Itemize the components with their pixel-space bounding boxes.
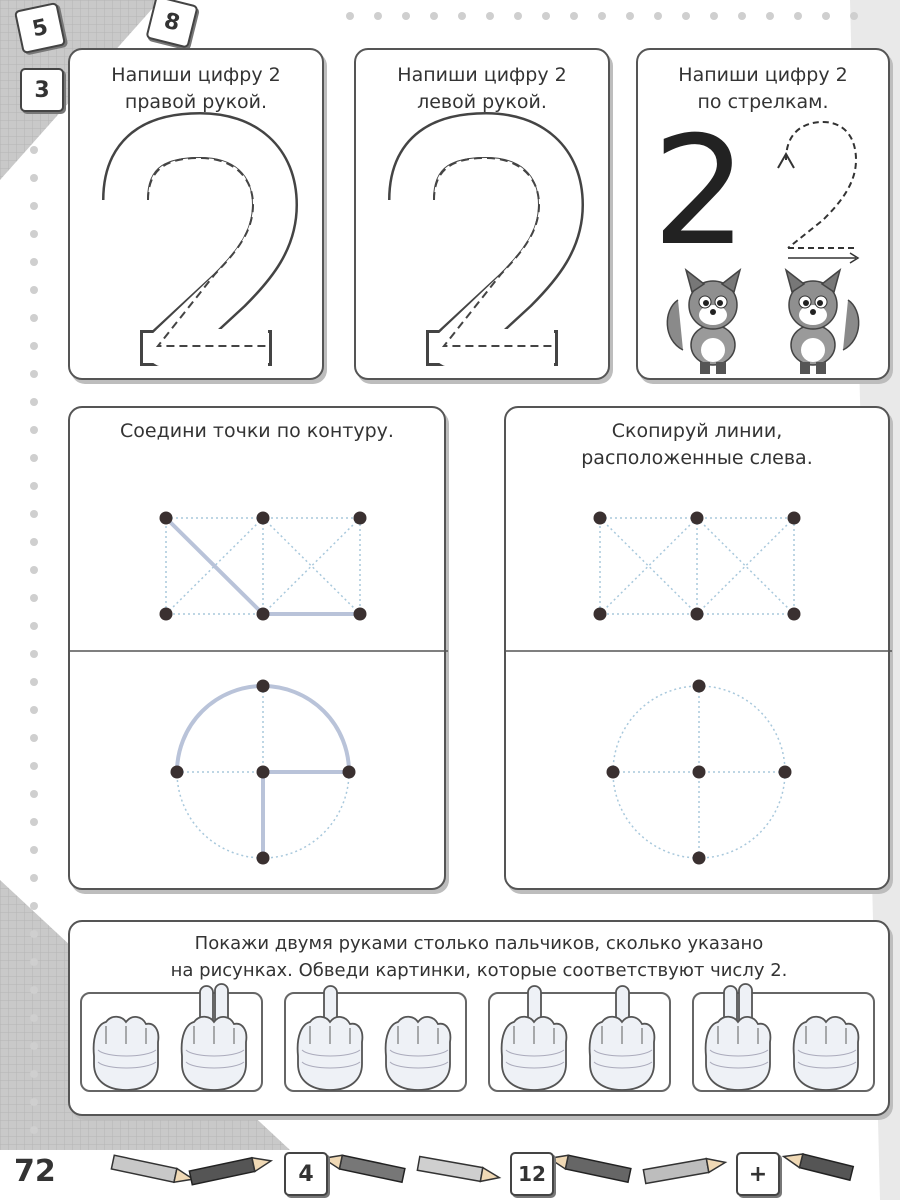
perforation-dot bbox=[346, 12, 354, 20]
perforation-dot bbox=[30, 454, 38, 462]
fox-illustration-right bbox=[786, 270, 859, 374]
perforation-dot bbox=[30, 426, 38, 434]
perforation-dot bbox=[654, 12, 662, 20]
copy-lines-figures[interactable] bbox=[506, 408, 892, 892]
card-write-left-hand bbox=[354, 48, 610, 380]
digit-two-outline-trace[interactable] bbox=[70, 50, 326, 382]
perforation-dot bbox=[30, 342, 38, 350]
card-write-right-hand bbox=[68, 48, 324, 380]
card-title: Соедини точки по контуру. bbox=[120, 420, 394, 442]
perforation-dot bbox=[682, 12, 690, 20]
card-title-line1: Покажи двумя руками столько пальчиков, сколько указано bbox=[194, 933, 764, 954]
perforation-dot bbox=[30, 874, 38, 882]
card-title-line2: правой рукой. bbox=[124, 91, 268, 113]
card-title-line1: Напиши цифру 2 bbox=[678, 64, 848, 86]
perforation-dot bbox=[30, 678, 38, 686]
perforation-dot bbox=[30, 258, 38, 266]
perforation-dot bbox=[30, 538, 38, 546]
perforation-dot bbox=[514, 12, 522, 20]
perforation-dot bbox=[30, 1098, 38, 1106]
perforation-dot bbox=[30, 958, 38, 966]
connect-dots-figures[interactable] bbox=[70, 408, 448, 892]
perforation-dot bbox=[30, 202, 38, 210]
footer-tile-12: 12 bbox=[510, 1152, 554, 1196]
perforation-dot bbox=[30, 1014, 38, 1022]
perforation-dot bbox=[30, 734, 38, 742]
card-title-line2: на рисунках. Обведи картинки, которые соответствуют числу 2. bbox=[170, 960, 788, 981]
perforation-dot bbox=[30, 930, 38, 938]
perforation-dot bbox=[30, 1126, 38, 1134]
perforation-dot bbox=[570, 12, 578, 20]
perforation-dot bbox=[30, 706, 38, 714]
hand-pair-option-1[interactable] bbox=[80, 992, 263, 1092]
card-title-line1: Скопируй линии, bbox=[611, 420, 783, 442]
perforation-dot bbox=[30, 818, 38, 826]
perforation-dot bbox=[542, 12, 550, 20]
perforation-dot bbox=[30, 790, 38, 798]
perforation-dot bbox=[30, 146, 38, 154]
perforation-dot bbox=[30, 1070, 38, 1078]
perforation-dot bbox=[30, 762, 38, 770]
perforation-dot bbox=[30, 482, 38, 490]
corner-tile-5: 5 bbox=[14, 2, 66, 54]
perforation-dot bbox=[30, 230, 38, 238]
perforation-dot bbox=[486, 12, 494, 20]
fox-illustration-left bbox=[667, 270, 740, 374]
perforation-dot bbox=[30, 902, 38, 910]
card-connect-dots bbox=[68, 406, 446, 890]
perforation-dot bbox=[430, 12, 438, 20]
perforation-dot bbox=[402, 12, 410, 20]
perforation-dot bbox=[30, 510, 38, 518]
corner-tile-3: 3 bbox=[20, 68, 64, 112]
card-title bbox=[70, 930, 888, 984]
perforation-dot bbox=[30, 1042, 38, 1050]
perforation-dot bbox=[30, 986, 38, 994]
perforation-dot bbox=[598, 12, 606, 20]
perforation-dot bbox=[822, 12, 830, 20]
perforation-dot bbox=[738, 12, 746, 20]
perforation-dot bbox=[766, 12, 774, 20]
perforation-dot bbox=[626, 12, 634, 20]
perforation-dot bbox=[374, 12, 382, 20]
card-title-line2: расположенные слева. bbox=[581, 447, 813, 469]
perforation-dot bbox=[30, 174, 38, 182]
corner-tile-8: 8 bbox=[145, 0, 198, 49]
footer-tile-plus: + bbox=[736, 1152, 780, 1196]
perforation-dot bbox=[30, 314, 38, 322]
perforation-dot bbox=[30, 370, 38, 378]
card-title-line2: по стрелкам. bbox=[697, 91, 829, 113]
digit-two-outline-trace[interactable] bbox=[356, 50, 612, 382]
card-title-line1: Напиши цифру 2 bbox=[111, 64, 281, 86]
perforation-dot bbox=[850, 12, 858, 20]
card-title-line2: левой рукой. bbox=[417, 91, 547, 113]
footer-tile-4: 4 bbox=[284, 1152, 328, 1196]
card-copy-lines bbox=[504, 406, 890, 890]
perforation-dot bbox=[30, 566, 38, 574]
perforation-dot bbox=[30, 398, 38, 406]
sample-digit: 2 bbox=[652, 105, 748, 279]
perforation-dot bbox=[30, 594, 38, 602]
card-title-line1: Напиши цифру 2 bbox=[397, 64, 567, 86]
perforation-dot bbox=[30, 622, 38, 630]
perforation-dot bbox=[458, 12, 466, 20]
hand-pair-option-4[interactable] bbox=[692, 992, 875, 1092]
hand-pair-option-2[interactable] bbox=[284, 992, 467, 1092]
perforation-dot bbox=[30, 650, 38, 658]
hand-pair-option-3[interactable] bbox=[488, 992, 671, 1092]
card-write-by-arrows bbox=[636, 48, 890, 380]
perforation-dot bbox=[30, 286, 38, 294]
perforation-dot bbox=[794, 12, 802, 20]
perforation-dot bbox=[710, 12, 718, 20]
perforation-dot bbox=[30, 846, 38, 854]
page-number: 72 bbox=[14, 1154, 56, 1189]
digit-two-arrow-trace[interactable] bbox=[638, 50, 892, 382]
